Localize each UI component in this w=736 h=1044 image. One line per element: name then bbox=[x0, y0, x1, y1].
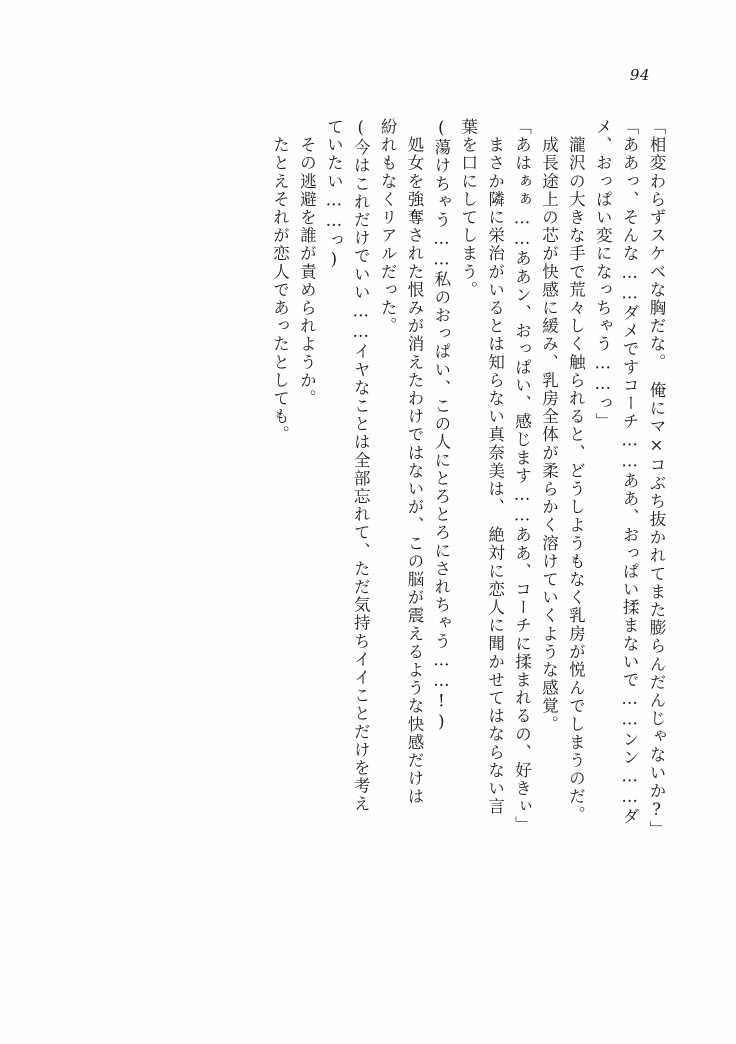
text-line: 紛れもなくリアルだった。 bbox=[378, 118, 398, 336]
text-line: 「相変わらずスケベな胸だな。 俺にマ×コぶち抜かれてまた膨らんだんじゃないか?」 bbox=[647, 118, 666, 839]
text-line: メ、おっぱい変になっちゃう……っ」 bbox=[593, 118, 613, 431]
text-line: 「あはぁぁ……ああン、おっぱい、感じます……ああ、コーチに揉まれるの、好きぃ」 bbox=[512, 118, 532, 834]
text-line: 成長途上の芯が快感に緩み、乳房全体が柔らかく溶けていくような感覚。 bbox=[539, 118, 559, 734]
text-line: (今はこれだけでいい……イヤなことは全部忘れて、ただ気持ちイイことだけを考え bbox=[351, 118, 371, 814]
text-line: (蕩けちゃう……私のおっぱい、この人にとろとろにされちゃう……!) bbox=[431, 118, 451, 733]
text-line: 「ああっ、そんな……ダメですコーチ……ああ、おっぱい揉まないで……ンン……ダ bbox=[620, 118, 640, 826]
text-line: 処女を強奪された恨みが消えたわけではないが、この脳が震えるような快感だけは bbox=[404, 118, 424, 806]
page-number: 94 bbox=[629, 66, 650, 84]
text-line: たとえそれが恋人であったとしても。 bbox=[270, 118, 290, 444]
text-line: 葉を口にしてしまう。 bbox=[458, 118, 478, 299]
text-line: まさか隣に栄治がいるとは知らない真奈美は、 絶対に恋人に聞かせてはならない言 bbox=[485, 118, 505, 816]
text-line: ていたい……っ) bbox=[324, 118, 344, 271]
text-line: その逃避を誰が責められようか。 bbox=[297, 118, 317, 408]
vertical-text-block bbox=[104, 118, 664, 948]
text-line: 瀧沢の大きな手で荒々しく触られると、どうしようもなく乳房が悦んでしまうのだ。 bbox=[566, 118, 586, 824]
